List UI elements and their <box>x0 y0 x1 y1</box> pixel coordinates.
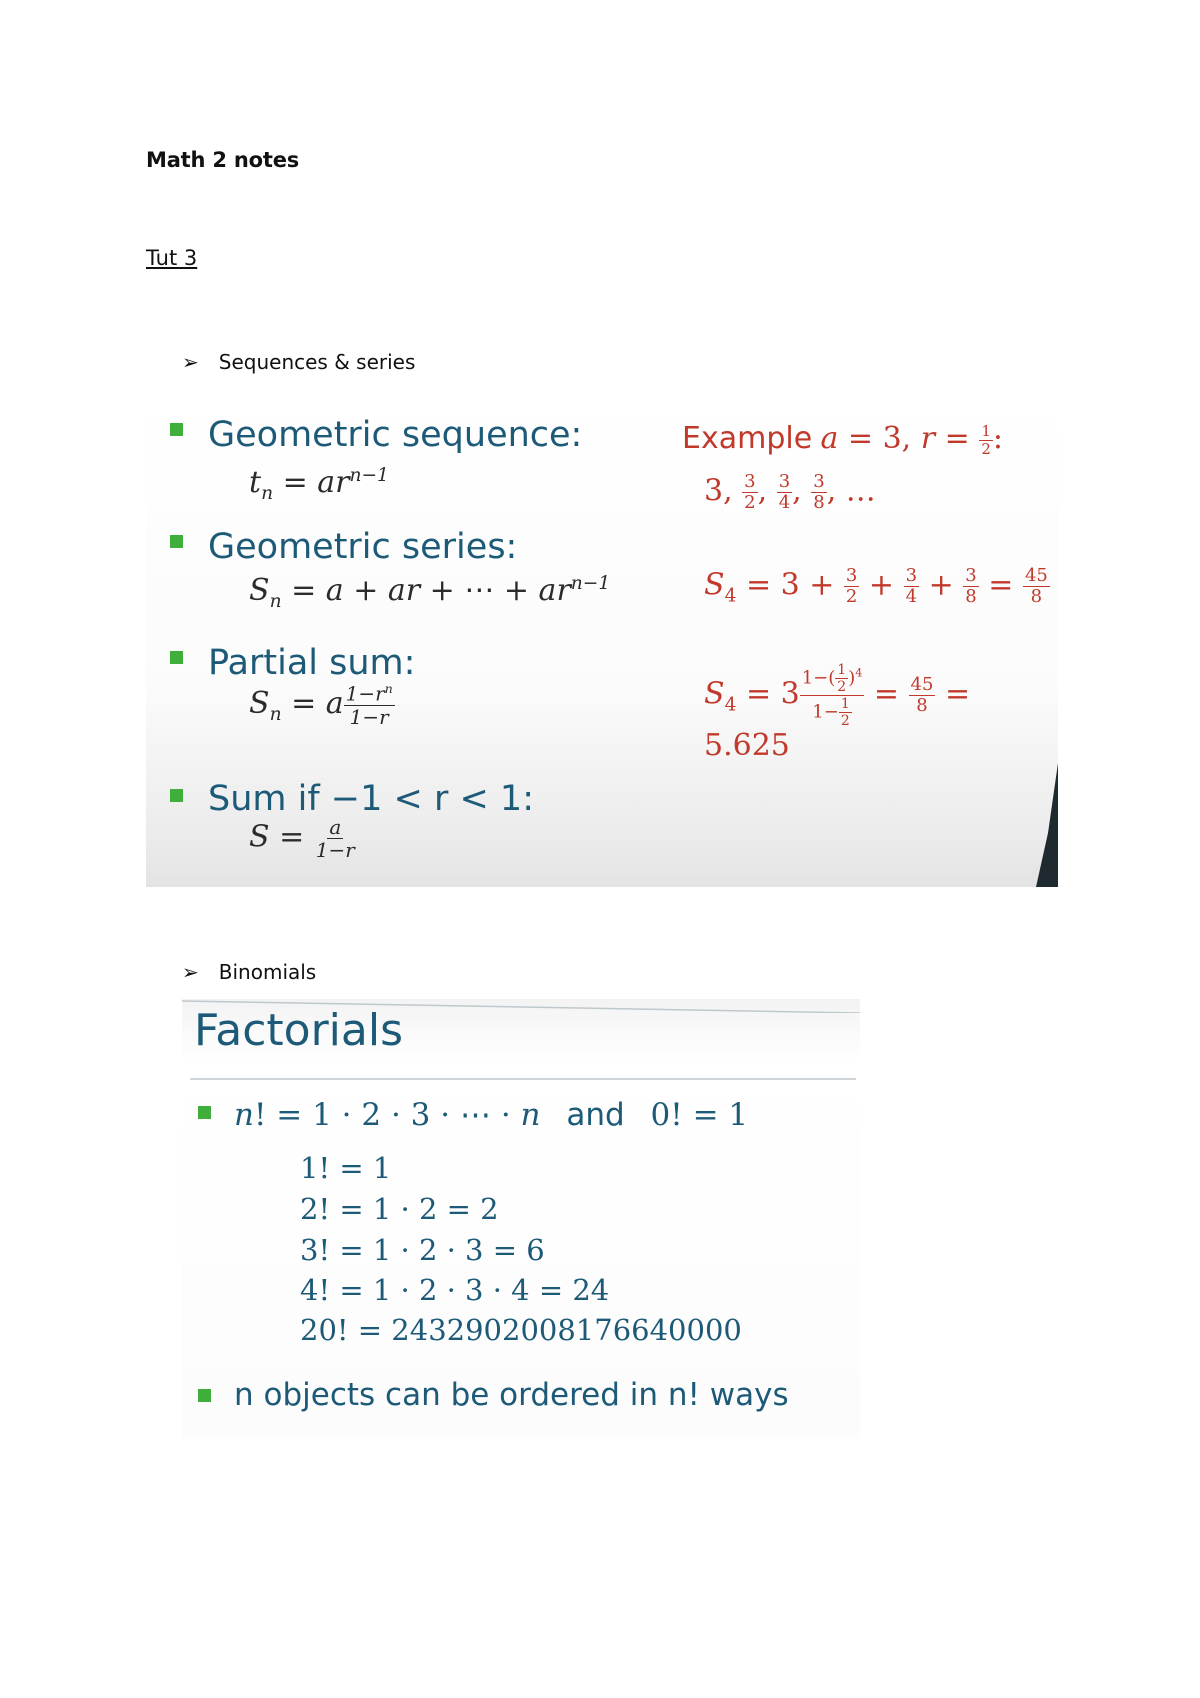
example-s4-formula: $S_4 = 3$ 1−( $\frac{1}{2}$ )$^4$ 1− $\frac{1}{2}$ = $\frac{45}{8}$ = 5.625 <box>704 662 971 763</box>
geometric-sequence-formula: $t_n = ar^{n-1}$ <box>249 465 389 504</box>
section-binomials <box>182 960 316 984</box>
geometric-series-label: Geometric series: <box>208 527 518 567</box>
infinite-sum-formula: S = $\frac{a}{1-r}$ <box>249 815 355 862</box>
infinite-sum-label: Sum if −1 < r < 1: <box>208 779 534 819</box>
section-sequences <box>182 350 415 374</box>
geometric-series-slide <box>146 393 1058 887</box>
factorial-example: 20! = 2432902008176640000 <box>300 1313 742 1347</box>
definition-connector: and <box>566 1097 625 1133</box>
green-bullet-icon <box>170 535 183 548</box>
geometric-series-formula: $S_n = a$ + ar + ⋯ + $ar^{n-1}$ <box>249 573 611 612</box>
title-divider <box>190 1078 856 1080</box>
factorial-example: 4! = 1 · 2 · 3 · 4 = 24 <box>300 1273 610 1307</box>
page-title: Math 2 notes <box>146 148 300 172</box>
section-label: Binomials <box>218 960 317 984</box>
presenter-edge-shape <box>1026 763 1058 887</box>
green-bullet-icon <box>198 1389 211 1402</box>
factorial-example: 2! = 1 · 2 = 2 <box>300 1192 499 1226</box>
section-label: Sequences & series <box>218 350 416 374</box>
example-word: Example <box>682 421 813 456</box>
arrow-bullet-icon: ➢ <box>182 350 199 374</box>
green-bullet-icon <box>170 651 183 664</box>
geometric-sequence-label: Geometric sequence: <box>208 415 583 455</box>
arrow-bullet-icon: ➢ <box>182 960 199 984</box>
partial-sum-formula: $S_n = a$ $\frac{1-r^n}{1-r}$ <box>249 681 393 729</box>
factorials-title: Factorials <box>194 1005 404 1056</box>
ordering-statement: n objects can be ordered in n! ways <box>234 1377 789 1413</box>
tutorial-heading: Tut 3 <box>146 246 198 270</box>
example-heading: Example a = 3, r = $\frac{1}{2}$ : <box>682 421 1003 458</box>
green-bullet-icon <box>170 789 183 802</box>
factorial-example: 1! = 1 <box>300 1151 392 1185</box>
factorial-example: 3! = 1 · 2 · 3 = 6 <box>300 1233 545 1267</box>
zero-factorial: 0! = 1 <box>650 1097 749 1133</box>
factorial-definition: n! = 1 · 2 · 3 · ⋯ · n and 0! = 1 <box>234 1097 749 1133</box>
example-result: 5.625 <box>704 728 790 763</box>
example-sequence: 3, $\frac{3}{2}$ , $\frac{3}{4}$ , $\frac{3}{8}$ , … <box>704 471 876 513</box>
factorials-slide <box>182 999 860 1439</box>
green-bullet-icon <box>170 423 183 436</box>
green-bullet-icon <box>198 1106 211 1119</box>
example-s4-series: $S_4 = 3$ + $\frac{3}{2}$ + $\frac{3}{4}$ + $\frac{3}{8}$ = $\frac{45}{8}$ <box>704 565 1048 607</box>
partial-sum-label: Partial sum: <box>208 643 416 683</box>
